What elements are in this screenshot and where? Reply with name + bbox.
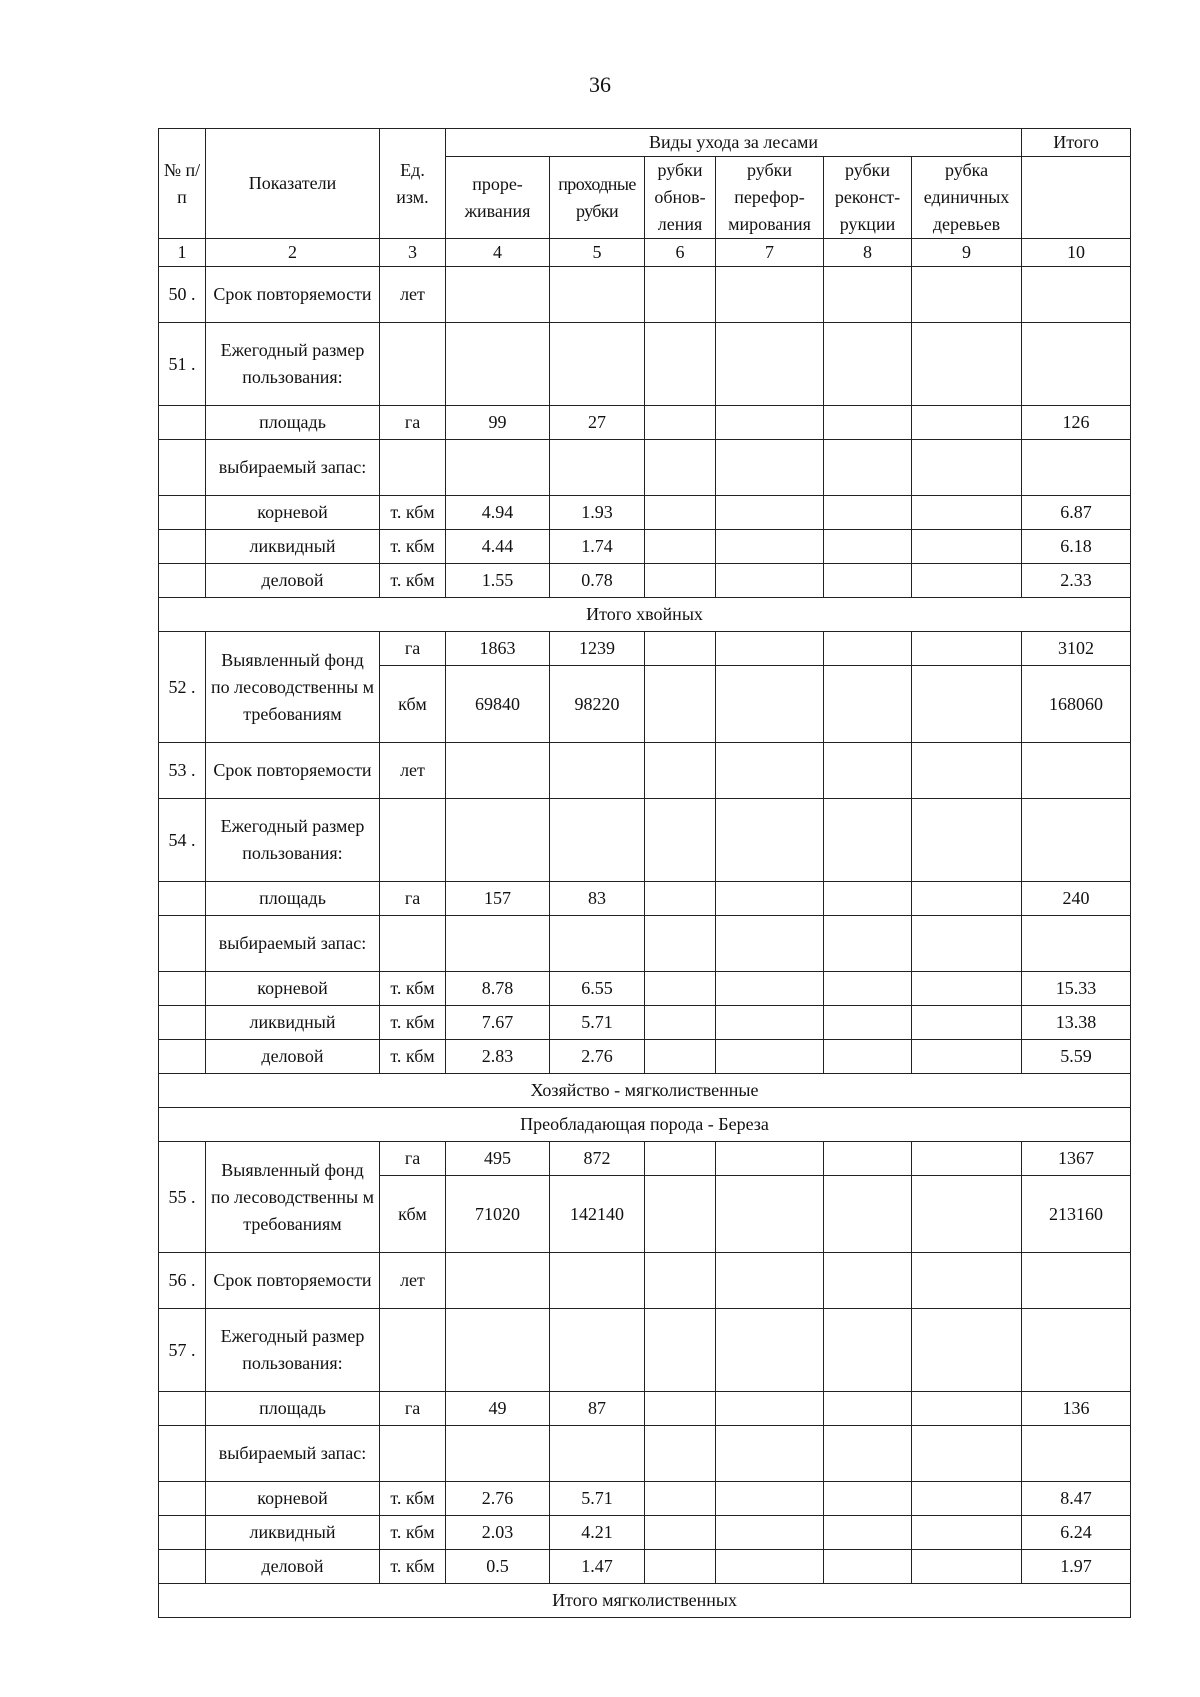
header-type-1: проре-живания: [446, 157, 550, 239]
table-row: [159, 972, 1131, 1006]
indicator-label: корневой: [206, 972, 380, 1006]
table-row: [159, 406, 1131, 440]
unit-cell: т. кбм: [380, 972, 446, 1006]
total-cell: 5.59: [1022, 1040, 1131, 1074]
table-row: [159, 1550, 1131, 1584]
unit-cell: га: [380, 882, 446, 916]
table-row: [159, 799, 1131, 882]
page-number: 36: [589, 72, 611, 97]
row-number: 52 .: [159, 632, 206, 743]
section-row: [159, 1074, 1131, 1108]
column-number: 9: [912, 239, 1022, 267]
indicator-label: Выявленный фонд по лесоводственны м требованиям: [206, 1142, 380, 1253]
indicator-label: выбираемый запас:: [206, 916, 380, 972]
column-number: 6: [645, 239, 716, 267]
unit-cell: т. кбм: [380, 1550, 446, 1584]
value-cell: 8.78: [446, 972, 550, 1006]
value-cell: 495: [446, 1142, 550, 1176]
value-cell: 5.71: [550, 1006, 645, 1040]
section-row: [159, 1108, 1131, 1142]
value-cell: 872: [550, 1142, 645, 1176]
value-cell: 87: [550, 1392, 645, 1426]
table-row: [159, 632, 1131, 666]
row-number: 56 .: [159, 1253, 206, 1309]
row-number: 53 .: [159, 743, 206, 799]
header-type-2: проходные рубки: [550, 157, 645, 239]
row-number: 50 .: [159, 267, 206, 323]
total-cell: 240: [1022, 882, 1131, 916]
value-cell: 1.55: [446, 564, 550, 598]
unit-cell: т. кбм: [380, 1040, 446, 1074]
section-row: [159, 1584, 1131, 1618]
total-cell: 126: [1022, 406, 1131, 440]
value-cell: 49: [446, 1392, 550, 1426]
unit-cell: т. кбм: [380, 564, 446, 598]
table-row: [159, 1516, 1131, 1550]
table-row: [159, 496, 1131, 530]
section-title: Преобладающая порода - Береза: [159, 1108, 1131, 1142]
value-cell: 2.03: [446, 1516, 550, 1550]
unit-cell: т. кбм: [380, 530, 446, 564]
value-cell: 1863: [446, 632, 550, 666]
unit-cell: кбм: [380, 666, 446, 743]
header-row-1: [159, 129, 1131, 157]
indicator-label: Ежегодный размер пользования:: [206, 1309, 380, 1392]
total-cell: 1.97: [1022, 1550, 1131, 1584]
value-cell: 6.55: [550, 972, 645, 1006]
value-cell: 2.76: [550, 1040, 645, 1074]
row-number: 54 .: [159, 799, 206, 882]
total-cell: 6.18: [1022, 530, 1131, 564]
total-cell: 6.24: [1022, 1516, 1131, 1550]
table-row: [159, 323, 1131, 406]
indicator-label: выбираемый запас:: [206, 440, 380, 496]
indicator-label: Ежегодный размер пользования:: [206, 799, 380, 882]
unit-cell: лет: [380, 267, 446, 323]
value-cell: 71020: [446, 1176, 550, 1253]
column-number: 2: [206, 239, 380, 267]
header-col-indicator: Показатели: [206, 129, 380, 239]
value-cell: 4.94: [446, 496, 550, 530]
value-cell: 157: [446, 882, 550, 916]
indicator-label: Срок повторяемости: [206, 1253, 380, 1309]
row-number: 57 .: [159, 1309, 206, 1392]
value-cell: 2.83: [446, 1040, 550, 1074]
column-number: 10: [1022, 239, 1131, 267]
value-cell: 69840: [446, 666, 550, 743]
value-cell: 7.67: [446, 1006, 550, 1040]
header-col-no: № п/п: [159, 129, 206, 239]
value-cell: 2.76: [446, 1482, 550, 1516]
table-row: [159, 1426, 1131, 1482]
indicator-label: выбираемый запас:: [206, 1426, 380, 1482]
unit-cell: т. кбм: [380, 1482, 446, 1516]
header-type-5: рубки реконст-рукции: [824, 157, 912, 239]
value-cell: 99: [446, 406, 550, 440]
indicator-label: деловой: [206, 564, 380, 598]
row-number: 51 .: [159, 323, 206, 406]
column-numbers-row: [159, 239, 1131, 267]
table-row: [159, 1482, 1131, 1516]
unit-cell: т. кбм: [380, 1006, 446, 1040]
indicator-label: Ежегодный размер пользования:: [206, 323, 380, 406]
header-total-blank: [1022, 157, 1131, 239]
section-title: Итого хвойных: [159, 598, 1131, 632]
table-row: [159, 882, 1131, 916]
total-cell: 2.33: [1022, 564, 1131, 598]
total-cell: 1367: [1022, 1142, 1131, 1176]
indicator-label: Выявленный фонд по лесоводственны м требованиям: [206, 632, 380, 743]
indicator-label: площадь: [206, 1392, 380, 1426]
unit-cell: га: [380, 406, 446, 440]
table-row: [159, 743, 1131, 799]
total-cell: 13.38: [1022, 1006, 1131, 1040]
unit-cell: лет: [380, 1253, 446, 1309]
total-cell: 15.33: [1022, 972, 1131, 1006]
indicator-label: корневой: [206, 1482, 380, 1516]
column-number: 4: [446, 239, 550, 267]
table-row: [159, 1142, 1131, 1176]
table-row: [159, 440, 1131, 496]
column-number: 7: [716, 239, 824, 267]
value-cell: 4.21: [550, 1516, 645, 1550]
total-cell: 213160: [1022, 1176, 1131, 1253]
column-number: 1: [159, 239, 206, 267]
indicator-label: ликвидный: [206, 530, 380, 564]
header-col-unit: Ед. изм.: [380, 129, 446, 239]
header-group-title: Виды ухода за лесами: [446, 129, 1022, 157]
table-row: [159, 1253, 1131, 1309]
unit-cell: т. кбм: [380, 496, 446, 530]
value-cell: 0.5: [446, 1550, 550, 1584]
header-type-4: рубки перефор-мирования: [716, 157, 824, 239]
indicator-label: деловой: [206, 1040, 380, 1074]
section-row: [159, 598, 1131, 632]
total-cell: 8.47: [1022, 1482, 1131, 1516]
value-cell: 5.71: [550, 1482, 645, 1516]
value-cell: 27: [550, 406, 645, 440]
table-row: [159, 1392, 1131, 1426]
indicator-label: деловой: [206, 1550, 380, 1584]
column-number: 8: [824, 239, 912, 267]
header-type-3: рубки обнов-ления: [645, 157, 716, 239]
unit-cell: га: [380, 1142, 446, 1176]
column-number: 5: [550, 239, 645, 267]
table-row: [159, 1040, 1131, 1074]
value-cell: 1.93: [550, 496, 645, 530]
value-cell: 83: [550, 882, 645, 916]
indicator-label: ликвидный: [206, 1516, 380, 1550]
forest-care-table: [158, 128, 1131, 1618]
unit-cell: кбм: [380, 1176, 446, 1253]
indicator-label: площадь: [206, 406, 380, 440]
unit-cell: лет: [380, 743, 446, 799]
header-col-total: Итого: [1022, 129, 1131, 157]
total-cell: 136: [1022, 1392, 1131, 1426]
unit-cell: т. кбм: [380, 1516, 446, 1550]
indicator-label: корневой: [206, 496, 380, 530]
value-cell: 98220: [550, 666, 645, 743]
table-row: [159, 1006, 1131, 1040]
value-cell: 1239: [550, 632, 645, 666]
total-cell: 168060: [1022, 666, 1131, 743]
indicator-label: площадь: [206, 882, 380, 916]
table-row: [159, 1309, 1131, 1392]
table-row: [159, 530, 1131, 564]
header-type-6: рубка единичных деревьев: [912, 157, 1022, 239]
indicator-label: Срок повторяемости: [206, 743, 380, 799]
row-number: 55 .: [159, 1142, 206, 1253]
value-cell: 1.47: [550, 1550, 645, 1584]
value-cell: 142140: [550, 1176, 645, 1253]
unit-cell: га: [380, 1392, 446, 1426]
table-row: [159, 564, 1131, 598]
unit-cell: га: [380, 632, 446, 666]
section-title: Итого мягколиственных: [159, 1584, 1131, 1618]
column-number: 3: [380, 239, 446, 267]
total-cell: 3102: [1022, 632, 1131, 666]
value-cell: 4.44: [446, 530, 550, 564]
table-row: [159, 267, 1131, 323]
total-cell: 6.87: [1022, 496, 1131, 530]
table-row: [159, 916, 1131, 972]
indicator-label: ликвидный: [206, 1006, 380, 1040]
indicator-label: Срок повторяемости: [206, 267, 380, 323]
value-cell: 0.78: [550, 564, 645, 598]
value-cell: 1.74: [550, 530, 645, 564]
section-title: Хозяйство - мягколиственные: [159, 1074, 1131, 1108]
